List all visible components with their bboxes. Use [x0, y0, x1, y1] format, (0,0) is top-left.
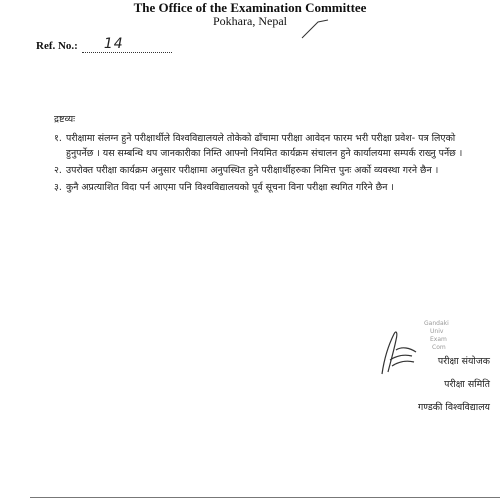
- notice-item-text: परीक्षामा संलग्न हुने परीक्षार्थीले विश्वविद्यालयले तोकेको ढाँचामा परीक्षा आवेदन फारम भरी परीक्षा प्रवेश- पत्र लिएको हुनुपर्नेछ । यस सम्बन्धि थप जानकारीका निम्ति आफ्नो नियमित कार्यक्रम संचालन हुने कार्यालयमा सम्पर्क राख्नु पर्नेछ ।: [66, 133, 463, 159]
- office-title: The Office of the Examination Committee: [133, 0, 367, 15]
- notice-heading: द्रष्टव्यः: [54, 114, 75, 125]
- signatory-block: [418, 350, 490, 419]
- notice-item-text: उपरोक्त परीक्षा कार्यक्रम अनुसार परीक्षामा अनुपस्थित हुने परीक्षार्थीहरुका निमित्त पुनः अर्को व्यवस्था गरने छैन ।: [66, 165, 439, 176]
- notice-item-text: कुनै अप्रत्याशित विदा पर्न आएमा पनि विश्वविद्यालयको पूर्व सूचना विना परीक्षा स्थगित गरिने छैन ।: [66, 182, 394, 193]
- reference-value: 14: [103, 36, 124, 52]
- signatory-committee: परीक्षा समिति: [444, 379, 490, 390]
- signatory-title: परीक्षा संयोजक: [437, 356, 490, 367]
- reference-label: Ref. No.:: [36, 40, 78, 52]
- notice-item-number: १.: [54, 133, 62, 144]
- handwritten-signature: [376, 320, 420, 380]
- signatory-university: गण्डकी विश्वविद्यालय: [418, 402, 490, 413]
- bottom-divider: [30, 497, 500, 498]
- reference-line: [82, 36, 172, 53]
- reference-number-row: [36, 36, 172, 53]
- notice-item-number: २.: [54, 165, 62, 176]
- notice-item: [54, 163, 474, 178]
- office-location: Pokhara, Nepal: [213, 14, 287, 28]
- notice-item: [54, 131, 474, 161]
- notice-body: [54, 112, 474, 197]
- faded-seal-stamp: Gandaki Univ Exam Com: [424, 320, 449, 351]
- handwritten-check-mark: [300, 18, 332, 40]
- notice-item-number: ३.: [54, 182, 62, 193]
- notice-item: [54, 180, 474, 195]
